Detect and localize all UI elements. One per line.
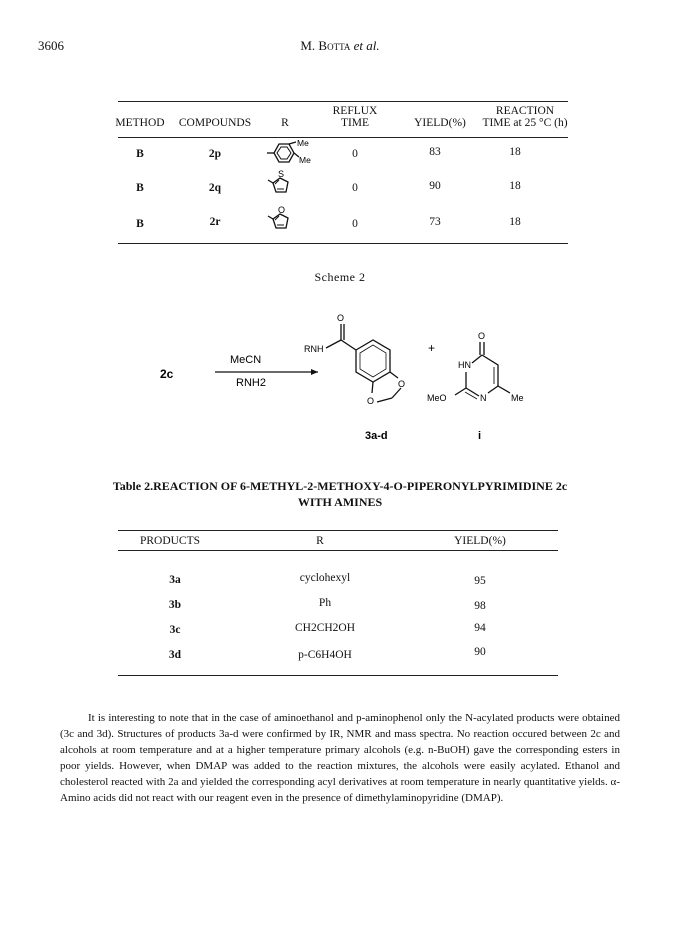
cell-reaction: 18 — [509, 216, 521, 228]
cell-yield: 83 — [429, 146, 441, 158]
cell-r: Ph — [318, 597, 332, 609]
cell-yield: 73 — [429, 216, 441, 228]
cell-reaction: 18 — [509, 146, 521, 158]
pyr-o-label: O — [478, 331, 486, 341]
cell-reaction: 18 — [509, 180, 521, 192]
table2-bottom-rule — [118, 675, 558, 676]
cell-compound: 2r — [209, 216, 221, 228]
dimethylphenyl-structure — [265, 138, 315, 170]
cell-method: B — [136, 182, 144, 194]
table1-bottom-rule — [118, 243, 568, 244]
cell-r: p-C6H4OH — [298, 649, 352, 661]
product1-label: 3a-d — [365, 430, 388, 442]
arrowhead — [311, 369, 318, 375]
pyr-hn-label: HN — [458, 360, 471, 370]
cell-product: 3c — [169, 624, 181, 636]
header-initial: M. — [300, 38, 316, 53]
carbonyl-o-label: O — [337, 313, 345, 323]
ring-o1-label: O — [398, 379, 406, 389]
thiophene-structure — [268, 168, 298, 200]
th-reflux-bottom: TIME — [340, 117, 370, 129]
table2-top-rule — [118, 530, 558, 531]
product2-label: i — [478, 430, 482, 442]
pyr-meo-label: MeO — [427, 393, 447, 403]
furan-structure — [268, 204, 298, 236]
scheme-label: Scheme 2 — [314, 270, 366, 284]
cell-product: 3b — [168, 599, 182, 611]
ring-o2-label: O — [367, 396, 375, 406]
caption-line2: WITH AMINES — [297, 495, 383, 509]
cell-reflux: 0 — [352, 218, 358, 230]
me-label-2: Me — [299, 155, 311, 165]
pyr-me-label: Me — [511, 393, 524, 403]
cell-method: B — [136, 218, 144, 230]
body-paragraph: It is interesting to note that in the case of aminoethanol and p-aminophenol only the N-acylated products were obtained (3c and 3d). Structures of products 3a-d were confirmed by IR, NMR and mass spectra. No reaction occured between 2c and alcohols at room temperature and at a higher temperature primary alcohols (e.g. n-BuOH) gave the corresponding esters in poor yields. However, when DMAP was added to the reaction mixtures, the alcohols were easily acylated. Ethanol and cholesterol reacted with 2a and yielded the corresponding acyl derivatives at room temperature in nearly quantitative yields. α-Amino acids did not react with our reagent even in the presence of dimethylaminopyridine (DMAP). — [60, 712, 620, 804]
pyr-n-label: N — [480, 393, 487, 403]
th-yield: YIELD(%) — [414, 117, 466, 129]
cell-r: cyclohexyl — [299, 572, 351, 584]
cell-yield: 94 — [474, 622, 486, 634]
th-r2: R — [316, 535, 324, 547]
running-header — [0, 38, 680, 54]
cell-reflux: 0 — [352, 182, 358, 194]
table2-header-rule — [118, 550, 558, 551]
table2-caption — [60, 478, 620, 510]
cell-yield: 98 — [474, 600, 486, 612]
reaction-scheme — [0, 300, 680, 475]
cell-yield: 90 — [429, 180, 441, 192]
table1-top-rule — [118, 101, 568, 102]
header-etal: et al. — [353, 38, 380, 53]
th-r: R — [281, 117, 289, 129]
cell-r: CH2CH2OH — [294, 622, 356, 634]
th-compounds: COMPOUNDS — [178, 117, 252, 129]
reagent-mecn: MeCN — [230, 354, 262, 366]
header-surname: Botta — [318, 38, 351, 53]
benzene-ring — [356, 340, 390, 382]
cell-product: 3d — [168, 649, 182, 661]
amide-nh-label: RNH — [304, 344, 324, 354]
cell-compound: 2p — [208, 148, 222, 160]
cell-product: 3a — [169, 574, 181, 586]
th-reaction-top: REACTION — [495, 105, 555, 117]
th-reflux-top: REFLUX — [332, 105, 378, 117]
reagent-amine: RNH2 — [236, 377, 266, 389]
sulfur-label: S — [278, 169, 285, 179]
me-label-1: Me — [297, 138, 309, 148]
th-products: PRODUCTS — [139, 535, 201, 547]
cell-reflux: 0 — [352, 148, 358, 160]
cell-compound: 2q — [208, 182, 222, 194]
oxygen-label: O — [278, 205, 286, 215]
caption-line1: Table 2.REACTION OF 6-METHYL-2-METHOXY-4-O-PIPERONYLPYRIMIDINE 2c — [112, 479, 568, 493]
th-yield2: YIELD(%) — [454, 535, 506, 547]
table1-header-rule — [118, 137, 568, 138]
reactant-label: 2c — [160, 367, 174, 381]
cell-yield: 95 — [474, 575, 486, 587]
th-method: METHOD — [115, 117, 165, 129]
cell-method: B — [136, 148, 144, 160]
th-reaction-bottom: TIME at 25 °C (h) — [482, 117, 568, 129]
cell-yield: 90 — [474, 646, 486, 658]
plus-sign: + — [428, 341, 436, 355]
page-number: 3606 — [38, 38, 64, 53]
